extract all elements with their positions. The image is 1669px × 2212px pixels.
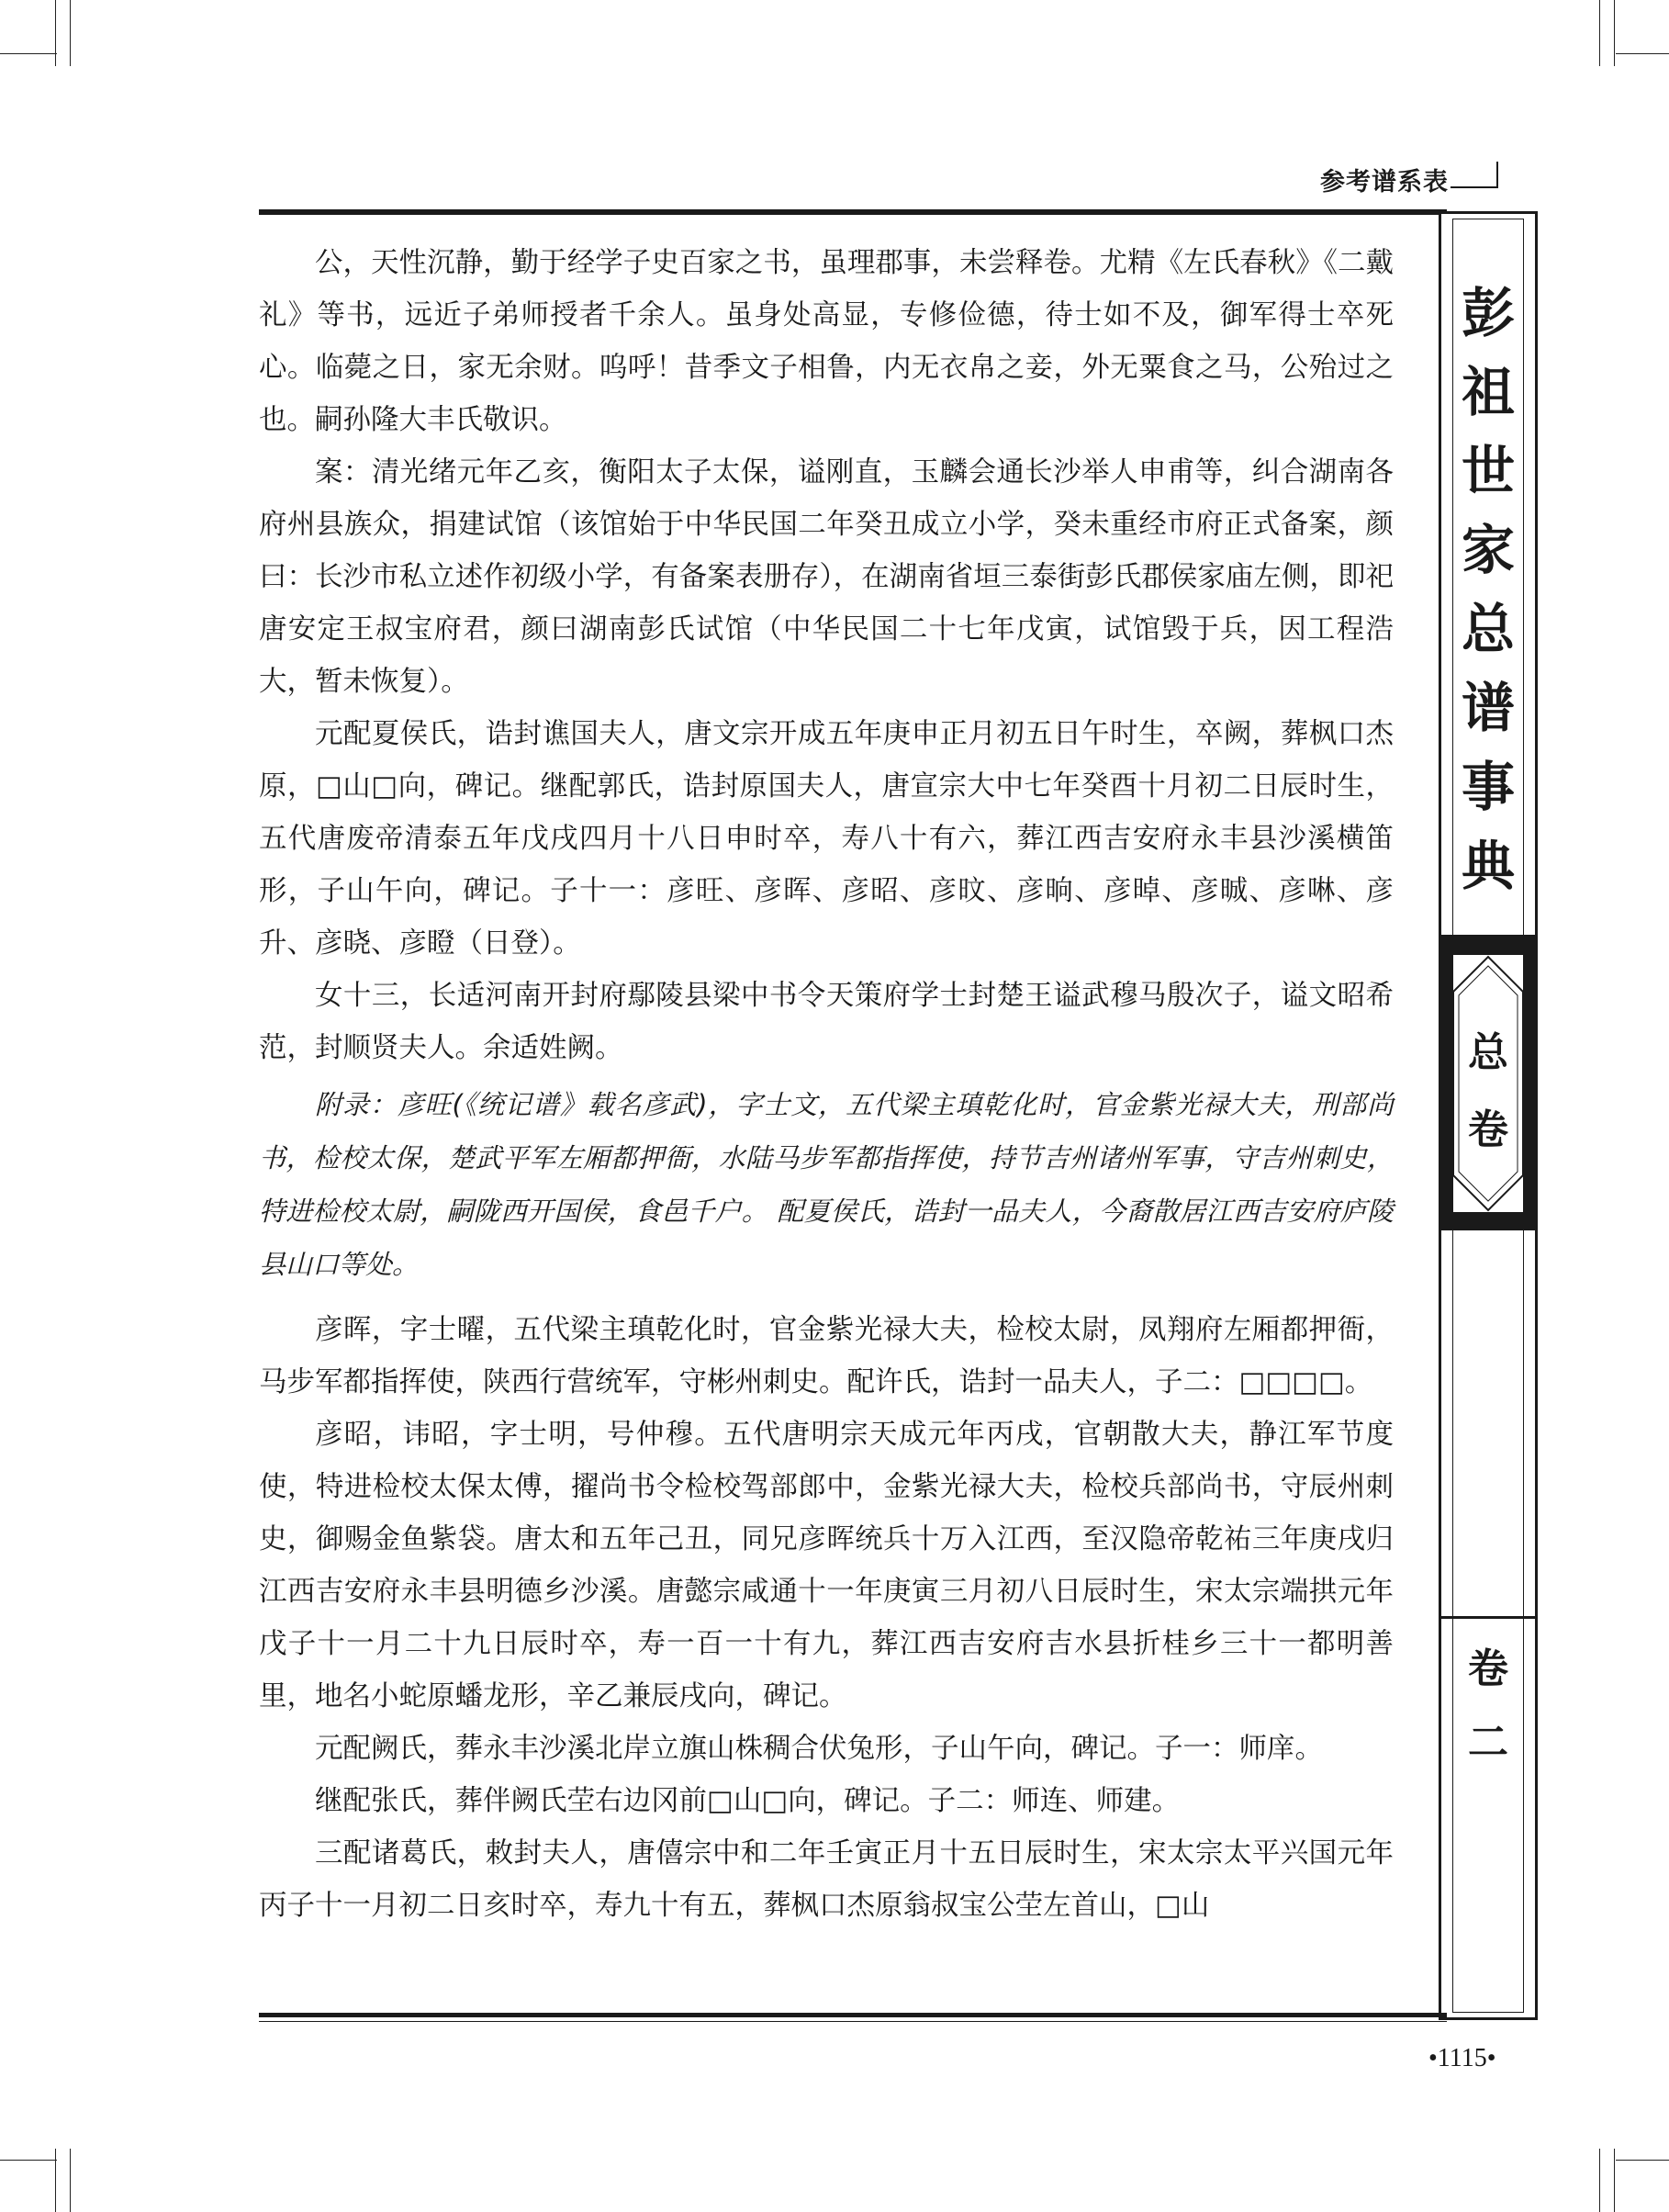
- crop-mark: [55, 2149, 56, 2212]
- paragraph: 继配张氏，葬伴阙氏茔右边冈前□山□向，碑记。子二：师连、师建。: [315, 1785, 1181, 1817]
- crop-mark: [1614, 2149, 1615, 2212]
- crop-mark: [1599, 2149, 1600, 2212]
- section-header: 参考谱系表: [1320, 168, 1449, 196]
- paragraph: 公，天性沉静，勤于经学子史百家之书，虽理郡事，未尝释卷。尤精《左氏春秋》《二戴礼》等书，远近子弟师授者千余人。虽身处高显，专修俭德，待士如不及，御军得士卒死心。临薨之日，家无余财。呜呼！昔季文子相鲁，内无衣帛之妾，外无粟食之马，公殆过之也。嗣孙隆大丰氏敬识。: [259, 247, 1394, 436]
- book-title-char: 家: [1461, 519, 1515, 581]
- book-title-char: 总: [1461, 598, 1515, 660]
- book-title-char: 世: [1461, 440, 1515, 502]
- crop-mark: [70, 2149, 71, 2212]
- paragraph: 彦晖，字士曜，五代梁主瑱乾化时，官金紫光禄大夫，检校太尉，凤翔府左厢都押衙，马步军都指挥使，陕西行营统军，守彬州刺史。配许氏，诰封一品夫人，子二：□□□□。: [259, 1314, 1394, 1398]
- paragraph: 三配诸葛氏，敕封夫人，唐僖宗中和二年壬寅正月十五日辰时生，宋太宗太平兴国元年丙子十一月初二日亥时卒，寿九十有五，葬枫口杰原翁叔宝公茔左首山，□山: [259, 1837, 1394, 1922]
- book-title-char: 典: [1461, 835, 1515, 897]
- book-title: [1452, 274, 1524, 905]
- paragraph: 元配夏侯氏，诰封谯国夫人，唐文宗开成五年庚申正月初五日午时生，卒阙，葬枫口杰原，□山□向，碑记。继配郭氏，诰封原国夫人，唐宣宗大中七年癸酉十月初二日辰时生，五代唐废帝清泰五年戊戌四月十八日申时卒，寿八十有六，葬江西吉安府永丰县沙溪横笛形，子山午向，碑记。子十一：彦旺、彦晖、彦昭、彦旼、彦晌、彦晫、彦晠、彦啉、彦升、彦晓、彦瞪（日登）。: [259, 718, 1394, 960]
- crop-mark: [1599, 0, 1600, 66]
- part-char: 总: [1468, 1029, 1508, 1076]
- volume-label: [1452, 1633, 1524, 1780]
- book-title-char: 祖: [1461, 361, 1515, 423]
- crop-mark: [1616, 53, 1669, 54]
- book-title-char: 彭: [1461, 282, 1515, 344]
- volume-char: 二: [1468, 1719, 1508, 1766]
- crop-mark: [55, 0, 56, 66]
- bottom-rule: [259, 2013, 1447, 2017]
- paragraph: 彦昭，讳昭，字士明，号仲穆。五代唐明宗天成元年丙戌，官朝散大夫，静江军节度使，特进检校太保太傅，擢尚书令检校驾部郎中，金紫光禄大夫，检校兵部尚书，守辰州刺史，御赐金鱼紫袋。唐太和五年己丑，同兄彦晖统兵十万入江西，至汉隐帝乾祐三年庚戌归江西吉安府永丰县明德乡沙溪。唐懿宗咸通十一年庚寅三月初八日辰时生，宋太宗端拱元年戊子十一月二十九日辰时卒，寿一百一十有九，葬江西吉安府吉水县折桂乡三十一都明善里，地名小蛇原蟠龙形，辛乙兼辰戌向，碑记。: [259, 1419, 1394, 1712]
- volume-divider: [1440, 1616, 1536, 1619]
- crop-mark: [70, 0, 71, 66]
- header-rule: [1451, 186, 1498, 188]
- header-rule: [1496, 162, 1498, 187]
- main-text: [259, 237, 1394, 1932]
- part-label: [1453, 1015, 1523, 1169]
- crop-mark: [1614, 0, 1615, 66]
- part-char: 卷: [1468, 1106, 1508, 1153]
- book-title-char: 谱: [1461, 677, 1515, 739]
- paragraph: 元配阙氏，葬永丰沙溪北岸立旗山株稠合伏兔形，子山午向，碑记。子一：师庠。: [315, 1733, 1323, 1765]
- bottom-rule: [259, 2021, 1447, 2022]
- paragraph: 女十三，长适河南开封府鄢陵县梁中书令天策府学士封楚王谥武穆马殷次子，谥文昭希范，封顺贤夫人。余适姓阙。: [259, 980, 1394, 1064]
- crop-mark: [0, 2160, 57, 2161]
- crop-mark: [1616, 2160, 1669, 2161]
- crop-mark: [0, 53, 57, 54]
- top-rule: [259, 209, 1447, 215]
- volume-char: 卷: [1468, 1645, 1508, 1692]
- book-title-char: 事: [1461, 756, 1515, 818]
- appendix-note: 附录：彦旺(《统记谱》载名彦武)，字士文，五代梁主瑱乾化时，官金紫光禄大夫，刑部尚书，检校太保，楚武平军左厢都押衙，水陆马步军都指挥使，持节吉州诸州军事，守吉州刺史，特进检校太尉，嗣陇西开国侯，食邑千户。 配夏侯氏，诰封一品夫人，今裔散居江西吉安府庐陵县山口等处。: [259, 1089, 1394, 1280]
- page-number: •1115•: [1428, 2044, 1496, 2072]
- paragraph: 案：清光绪元年乙亥，衡阳太子太保，谥刚直，玉麟会通长沙举人申甫等，纠合湖南各府州县族众，捐建试馆（该馆始于中华民国二年癸丑成立小学，癸未重经市府正式备案，颜曰：长沙市私立述作初级小学，有备案表册存），在湖南省垣三泰街彭氏郡侯家庙左侧，即祀唐安定王叔宝府君，颜曰湖南彭氏试馆（中华民国二十七年戊寅，试馆毁于兵，因工程浩大，暂未恢复）。: [259, 456, 1394, 698]
